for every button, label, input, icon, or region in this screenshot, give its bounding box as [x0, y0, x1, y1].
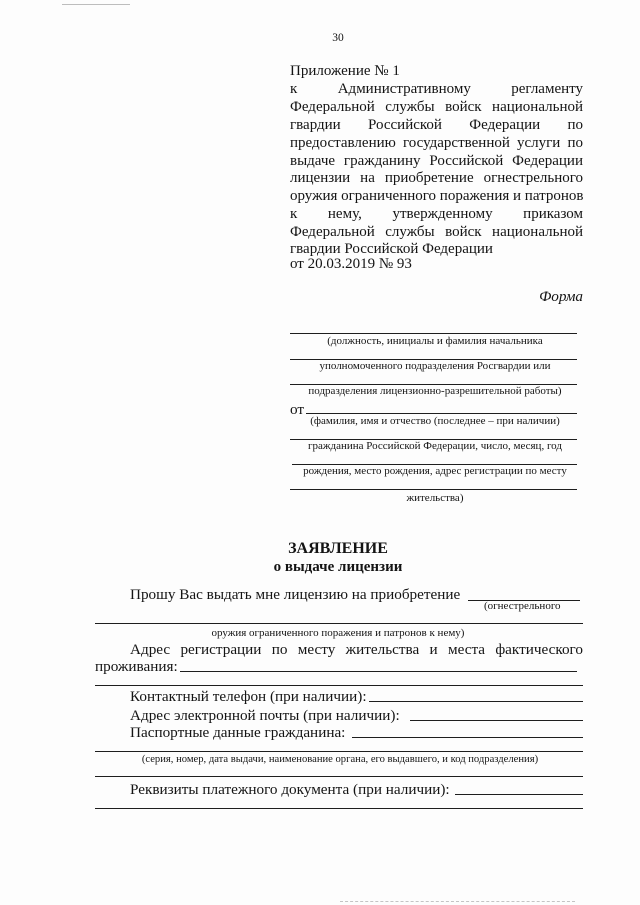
blank-line-position [290, 333, 577, 334]
appendix-line: к нему, утвержденному приказом [290, 206, 583, 222]
blank-line-payment [455, 794, 583, 795]
appendix-line: к Административному регламенту [290, 81, 583, 97]
appendix-line: предоставлению государственной услуги по [290, 135, 583, 151]
addressee-caption: уполномоченного подразделения Росгвардии или [319, 360, 551, 372]
scan-artifact-top [62, 4, 130, 5]
appendix-line: Федеральной службы войск национальной [290, 224, 583, 240]
request-text: Прошу Вас выдать мне лицензию на приобретение [130, 586, 461, 603]
weapon-caption-end: оружия ограниченного поражения и патронов к нему) [211, 627, 465, 639]
blank-line-email [410, 720, 583, 721]
addressee-caption: гражданина Российской Федерации, число, месяц, год [308, 440, 562, 452]
appendix-line: Приложение № 1 [290, 63, 400, 79]
addressee-caption: рождения, место рождения, адрес регистрации по месту [303, 465, 567, 477]
page-number: 30 [332, 32, 344, 44]
blank-line-passport [352, 737, 583, 738]
appendix-line: гвардии Российской Федерации по [290, 117, 583, 133]
blank-line-address [180, 671, 577, 672]
passport-caption: (серия, номер, дата выдачи, наименование органа, его выдавшего, и код подразделения) [141, 754, 539, 765]
address-label-line2: проживания: [95, 658, 178, 675]
blank-line-address-cont [95, 685, 583, 686]
addressee-caption: (должность, инициалы и фамилия начальника [327, 335, 543, 347]
addressee-caption: жительства) [406, 492, 464, 504]
appendix-line: Федеральной службы войск национальной [290, 99, 583, 115]
statement-subtitle: о выдаче лицензии [273, 559, 403, 575]
statement-title: ЗАЯВЛЕНИЕ [288, 540, 388, 557]
blank-line-weapon-type-cont [95, 623, 583, 624]
addressee-caption: (фамилия, имя и отчество (последнее – при наличии) [310, 415, 560, 427]
appendix-line: гвардии Российской Федерации [290, 241, 493, 257]
appendix-date-line: от 20.03.2019 № 93 [290, 256, 412, 272]
address-label-line1: Адрес регистрации по месту жительства и места фактического [130, 641, 583, 658]
appendix-line: выдаче гражданину Российской Федерации [290, 153, 583, 169]
scan-artifact-bottom [340, 901, 575, 902]
appendix-line: оружия ограниченного поражения и патронов [290, 188, 584, 204]
blank-line-applicant-name [306, 413, 577, 414]
form-label: Форма [539, 288, 583, 305]
blank-line-residence [290, 489, 577, 490]
blank-line-passport-extra [95, 776, 583, 777]
appendix-line: лицензии на приобретение огнестрельного [290, 170, 583, 186]
blank-line-payment-cont [95, 808, 583, 809]
passport-label: Паспортные данные гражданина: [130, 724, 346, 741]
email-label: Адрес электронной почты (при наличии): [130, 707, 400, 724]
blank-line-passport-cont [95, 751, 583, 752]
payment-label: Реквизиты платежного документа (при наличии): [130, 781, 450, 798]
blank-line-phone [369, 701, 583, 702]
phone-label: Контактный телефон (при наличии): [130, 688, 367, 705]
from-label: от [290, 401, 305, 418]
addressee-caption: подразделения лицензионно-разрешительной работы) [308, 385, 562, 397]
weapon-caption-start: (огнестрельного [484, 600, 561, 612]
